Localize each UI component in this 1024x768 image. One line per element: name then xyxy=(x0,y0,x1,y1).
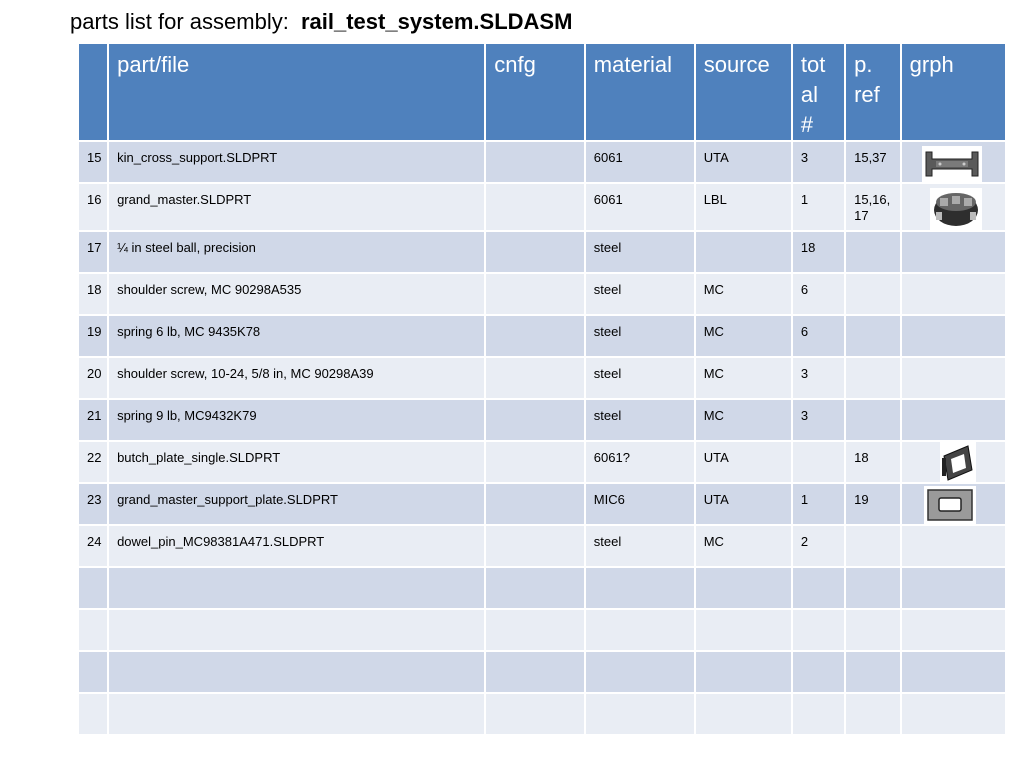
header-part-file: part/file xyxy=(108,43,485,141)
cell-graphic xyxy=(901,693,1006,735)
cell-num: 21 xyxy=(78,399,108,441)
cell-material: 6061 xyxy=(585,183,695,231)
cell-graphic xyxy=(901,651,1006,693)
title-prefix: parts list for assembly: xyxy=(70,9,289,34)
cell-page-ref xyxy=(845,315,901,357)
cell-num: 15 xyxy=(78,141,108,183)
table-row xyxy=(78,483,1006,525)
cell-part: shoulder screw, MC 90298A535 xyxy=(108,273,485,315)
cell-cnfg xyxy=(485,273,585,315)
cell-total: 2 xyxy=(792,525,845,567)
cell-graphic xyxy=(901,357,1006,399)
cell-part xyxy=(108,609,485,651)
cell-cnfg xyxy=(485,357,585,399)
cell-material xyxy=(585,651,695,693)
cell-part: dowel_pin_MC98381A471.SLDPRT xyxy=(108,525,485,567)
table-row xyxy=(78,183,1006,231)
cell-part: spring 9 lb, MC9432K79 xyxy=(108,399,485,441)
cell-graphic xyxy=(901,183,1006,231)
cell-material xyxy=(585,567,695,609)
table-row xyxy=(78,567,1006,609)
cell-source: UTA xyxy=(695,441,792,483)
cell-material: steel xyxy=(585,273,695,315)
cell-num: 22 xyxy=(78,441,108,483)
cell-num: 17 xyxy=(78,231,108,273)
page-title xyxy=(70,8,572,36)
cell-source xyxy=(695,609,792,651)
cell-num xyxy=(78,651,108,693)
cell-num xyxy=(78,609,108,651)
cell-part: shoulder screw, 10-24, 5/8 in, MC 90298A39 xyxy=(108,357,485,399)
cell-page-ref xyxy=(845,651,901,693)
table-row xyxy=(78,609,1006,651)
table-row xyxy=(78,525,1006,567)
cell-num: 23 xyxy=(78,483,108,525)
cell-material xyxy=(585,609,695,651)
table-row xyxy=(78,399,1006,441)
header-source: source xyxy=(695,43,792,141)
cell-page-ref xyxy=(845,525,901,567)
table-row xyxy=(78,273,1006,315)
cell-cnfg xyxy=(485,525,585,567)
cell-cnfg xyxy=(485,693,585,735)
table-row xyxy=(78,315,1006,357)
cell-page-ref xyxy=(845,231,901,273)
cell-graphic xyxy=(901,567,1006,609)
cell-part xyxy=(108,651,485,693)
cell-graphic xyxy=(901,441,1006,483)
butch-plate-thumbnail xyxy=(940,442,976,482)
cell-source: LBL xyxy=(695,183,792,231)
cell-total: 3 xyxy=(792,357,845,399)
table-row xyxy=(78,693,1006,735)
header-graphic: grph xyxy=(901,43,1006,141)
cell-page-ref xyxy=(845,693,901,735)
cell-source xyxy=(695,231,792,273)
table-row xyxy=(78,231,1006,273)
table-row xyxy=(78,651,1006,693)
cell-total xyxy=(792,441,845,483)
table-row xyxy=(78,141,1006,183)
cell-total xyxy=(792,693,845,735)
cell-total: 18 xyxy=(792,231,845,273)
header-material: material xyxy=(585,43,695,141)
cell-page-ref: 15,37 xyxy=(845,141,901,183)
cell-source xyxy=(695,693,792,735)
cell-material: 6061? xyxy=(585,441,695,483)
cell-part: grand_master_support_plate.SLDPRT xyxy=(108,483,485,525)
header-row xyxy=(78,43,1006,141)
table-row xyxy=(78,357,1006,399)
cell-cnfg xyxy=(485,141,585,183)
cell-part: butch_plate_single.SLDPRT xyxy=(108,441,485,483)
cell-source: UTA xyxy=(695,483,792,525)
cross-support-thumbnail xyxy=(922,146,982,182)
cell-material: MIC6 xyxy=(585,483,695,525)
cell-page-ref xyxy=(845,273,901,315)
cell-page-ref: 15,16, 17 xyxy=(845,183,901,231)
cell-num xyxy=(78,567,108,609)
support-plate-thumbnail xyxy=(924,486,976,524)
cell-graphic xyxy=(901,399,1006,441)
cell-num: 24 xyxy=(78,525,108,567)
cell-total: 1 xyxy=(792,183,845,231)
cell-total xyxy=(792,567,845,609)
cell-part: ¼ in steel ball, precision xyxy=(108,231,485,273)
cell-page-ref xyxy=(845,357,901,399)
header-num xyxy=(78,43,108,141)
cell-graphic xyxy=(901,141,1006,183)
cell-material: steel xyxy=(585,525,695,567)
cell-total xyxy=(792,609,845,651)
cell-part xyxy=(108,567,485,609)
cell-num: 18 xyxy=(78,273,108,315)
cell-material: steel xyxy=(585,357,695,399)
cell-total: 3 xyxy=(792,399,845,441)
header-total: tot al # xyxy=(792,43,845,141)
cell-num: 16 xyxy=(78,183,108,231)
cell-total: 6 xyxy=(792,315,845,357)
cell-part xyxy=(108,693,485,735)
cell-part: spring 6 lb, MC 9435K78 xyxy=(108,315,485,357)
cell-cnfg xyxy=(485,567,585,609)
cell-cnfg xyxy=(485,315,585,357)
cell-cnfg xyxy=(485,231,585,273)
cell-total xyxy=(792,651,845,693)
cell-graphic xyxy=(901,273,1006,315)
cell-source: MC xyxy=(695,315,792,357)
cell-material: steel xyxy=(585,399,695,441)
cell-source xyxy=(695,567,792,609)
cell-graphic xyxy=(901,315,1006,357)
cell-total: 1 xyxy=(792,483,845,525)
table-row xyxy=(78,441,1006,483)
cell-material: 6061 xyxy=(585,141,695,183)
cell-material: steel xyxy=(585,315,695,357)
cell-num: 19 xyxy=(78,315,108,357)
parts-table xyxy=(77,42,1007,736)
cell-source: MC xyxy=(695,357,792,399)
grand-master-thumbnail xyxy=(930,188,982,230)
cell-total: 3 xyxy=(792,141,845,183)
header-cnfg: cnfg xyxy=(485,43,585,141)
cell-source: MC xyxy=(695,273,792,315)
cell-num: 20 xyxy=(78,357,108,399)
cell-cnfg xyxy=(485,441,585,483)
cell-source: MC xyxy=(695,399,792,441)
cell-material xyxy=(585,693,695,735)
cell-cnfg xyxy=(485,483,585,525)
cell-graphic xyxy=(901,525,1006,567)
cell-cnfg xyxy=(485,651,585,693)
cell-num xyxy=(78,693,108,735)
cell-material: steel xyxy=(585,231,695,273)
cell-page-ref: 19 xyxy=(845,483,901,525)
cell-page-ref xyxy=(845,399,901,441)
cell-page-ref xyxy=(845,609,901,651)
cell-page-ref xyxy=(845,567,901,609)
cell-graphic xyxy=(901,483,1006,525)
cell-graphic xyxy=(901,231,1006,273)
cell-cnfg xyxy=(485,183,585,231)
cell-part: grand_master.SLDPRT xyxy=(108,183,485,231)
cell-cnfg xyxy=(485,609,585,651)
cell-part: kin_cross_support.SLDPRT xyxy=(108,141,485,183)
cell-total: 6 xyxy=(792,273,845,315)
cell-source xyxy=(695,651,792,693)
header-page-ref: p. ref xyxy=(845,43,901,141)
cell-page-ref: 18 xyxy=(845,441,901,483)
assembly-name: rail_test_system.SLDASM xyxy=(300,9,573,34)
cell-cnfg xyxy=(485,399,585,441)
cell-source: MC xyxy=(695,525,792,567)
cell-graphic xyxy=(901,609,1006,651)
cell-source: UTA xyxy=(695,141,792,183)
